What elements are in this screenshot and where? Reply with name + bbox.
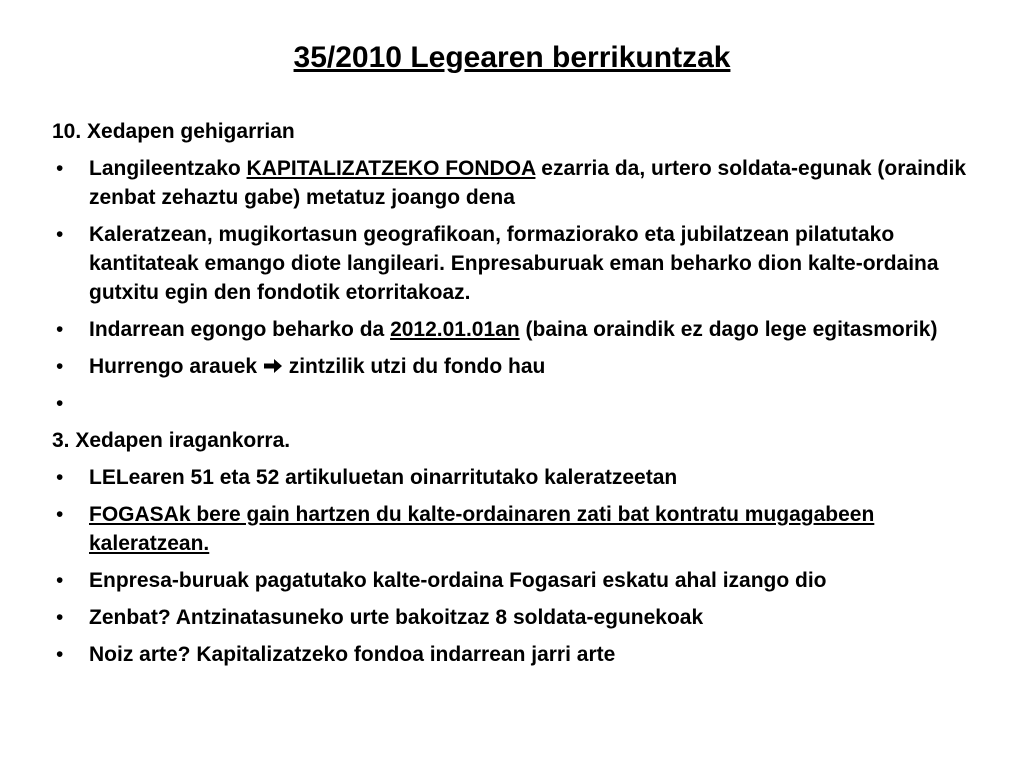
bullet-icon: •: [56, 643, 64, 666]
page-title: 35/2010 Legearen berrikuntzak: [293, 41, 731, 74]
bullet-icon: •: [56, 606, 64, 629]
item-text: LELearen 51 eta 52 artikuluetan oinarritutako kaleratzeetan: [89, 466, 678, 489]
list-item-effective-date: [52, 315, 982, 344]
underlined-date: 2012.01.01an: [390, 318, 520, 341]
underlined-text: FOGASAk bere gain hartzen du kalte-ordainaren zati bat kontratu mugagabeen kaleratzean.: [89, 503, 875, 555]
item-text: ezarria da, urtero soldata-egunak (oraindik zenbat zehaztu gabe) metatuz joango dena: [89, 157, 967, 209]
item-text: Indarrean egongo beharko da: [89, 318, 391, 341]
right-arrow-icon: [263, 358, 283, 374]
list-item-empty: [52, 389, 982, 418]
slide-content: [52, 117, 982, 677]
list-item-dismissal-amounts: [52, 220, 982, 307]
item-text: Langileentzako: [89, 157, 247, 180]
list-item-articles-dismissals: [52, 463, 982, 492]
item-text: Hurrengo arauek: [89, 355, 263, 378]
bullet-icon: •: [56, 392, 64, 415]
list-item-until-when: [52, 640, 982, 669]
underlined-text: KAPITALIZATZEKO FONDOA: [246, 157, 536, 180]
item-text: Noiz arte? Kapitalizatzeko fondoa indarrean jarri arte: [89, 643, 616, 666]
bullet-icon: •: [56, 503, 64, 526]
item-text: Zenbat? Antzinatasuneko urte bakoitzaz 8 soldata-egunekoak: [89, 606, 704, 629]
bullet-icon: •: [56, 569, 64, 592]
bullet-icon: •: [56, 223, 64, 246]
section-heading-transitional-provision: 3. Xedapen iragankorra.: [52, 429, 291, 452]
section-heading-additional-provision: 10. Xedapen gehigarrian: [52, 120, 295, 143]
list-item-how-much: [52, 603, 982, 632]
list-item-employer-claim: [52, 566, 982, 595]
item-text: zintzilik utzi du fondo hau: [282, 355, 546, 378]
list-item-following-rules: [52, 352, 982, 381]
list-item-fogasa: [52, 500, 982, 558]
item-text: Kaleratzean, mugikortasun geografikoan, formaziorako eta jubilatzean pilatutako kantitateak emango diote langileari. Enpresaburuak eman beharko dion kalte-ordaina gutxitu egin den fondotik etorritakoaz.: [89, 223, 939, 304]
bullet-icon: •: [56, 466, 64, 489]
bullet-icon: •: [56, 355, 64, 378]
bullet-icon: •: [56, 157, 64, 180]
item-text: (baina oraindik ez dago lege egitasmorik): [519, 318, 938, 341]
bullet-icon: •: [56, 318, 64, 341]
item-text: Enpresa-buruak pagatutako kalte-ordaina Fogasari eskatu ahal izango dio: [89, 569, 827, 592]
list-item-capitalization-fund: [52, 154, 982, 212]
